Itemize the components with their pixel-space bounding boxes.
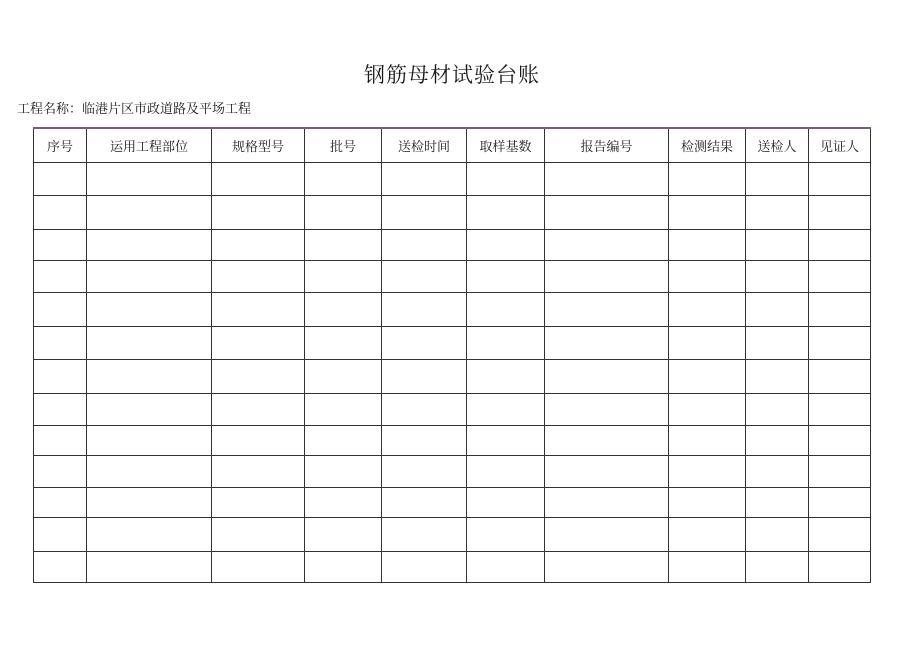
table-cell	[746, 195, 809, 229]
table-cell	[545, 425, 669, 455]
table-cell	[87, 195, 212, 229]
table-cell	[305, 517, 382, 551]
table-cell	[212, 551, 305, 582]
table-cell	[305, 229, 382, 260]
table-cell	[809, 393, 871, 425]
table-cell	[545, 292, 669, 326]
table-cell	[34, 487, 87, 517]
table-cell	[87, 229, 212, 260]
table-cell	[669, 326, 746, 359]
table-cell	[34, 326, 87, 359]
table-cell	[34, 195, 87, 229]
table-cell	[467, 551, 545, 582]
table-row	[34, 229, 871, 260]
table-cell	[34, 517, 87, 551]
header-serial-number: 序号	[34, 128, 87, 162]
table-cell	[382, 195, 467, 229]
document-title: 钢筋母材试验台账	[364, 63, 540, 87]
ledger-header-row	[34, 128, 871, 162]
table-cell	[34, 162, 87, 195]
table-cell	[746, 551, 809, 582]
table-cell	[746, 229, 809, 260]
table-cell	[545, 359, 669, 393]
table-cell	[305, 260, 382, 292]
table-row	[34, 425, 871, 455]
header-submission-time: 送检时间	[382, 128, 467, 162]
table-cell	[669, 425, 746, 455]
table-row	[34, 260, 871, 292]
table-cell	[669, 260, 746, 292]
table-cell	[746, 393, 809, 425]
table-cell	[305, 393, 382, 425]
table-row	[34, 195, 871, 229]
table-cell	[467, 393, 545, 425]
table-cell	[305, 195, 382, 229]
table-cell	[467, 517, 545, 551]
table-cell	[809, 162, 871, 195]
table-cell	[305, 551, 382, 582]
table-cell	[545, 487, 669, 517]
table-cell	[212, 487, 305, 517]
table-cell	[669, 229, 746, 260]
table-cell	[545, 162, 669, 195]
table-cell	[545, 455, 669, 487]
table-cell	[212, 326, 305, 359]
table-cell	[382, 229, 467, 260]
header-batch-number: 批号	[305, 128, 382, 162]
header-report-number: 报告编号	[545, 128, 669, 162]
header-witness: 见证人	[809, 128, 871, 162]
table-cell	[305, 292, 382, 326]
table-cell	[382, 425, 467, 455]
table-cell	[212, 260, 305, 292]
table-cell	[746, 292, 809, 326]
table-cell	[809, 487, 871, 517]
table-cell	[669, 292, 746, 326]
table-cell	[382, 359, 467, 393]
table-cell	[212, 162, 305, 195]
table-cell	[382, 487, 467, 517]
table-cell	[212, 425, 305, 455]
project-name-line	[17, 101, 251, 119]
table-cell	[467, 260, 545, 292]
table-cell	[212, 195, 305, 229]
table-cell	[669, 551, 746, 582]
table-cell	[669, 487, 746, 517]
header-submitter: 送检人	[746, 128, 809, 162]
table-cell	[382, 455, 467, 487]
table-cell	[669, 393, 746, 425]
table-cell	[467, 162, 545, 195]
table-cell	[87, 487, 212, 517]
table-cell	[34, 260, 87, 292]
table-cell	[305, 326, 382, 359]
table-cell	[467, 487, 545, 517]
table-cell	[212, 393, 305, 425]
table-cell	[809, 195, 871, 229]
table-cell	[669, 455, 746, 487]
table-cell	[34, 229, 87, 260]
table-cell	[34, 292, 87, 326]
table-cell	[87, 517, 212, 551]
table-row	[34, 292, 871, 326]
table-cell	[669, 517, 746, 551]
table-cell	[305, 359, 382, 393]
table-cell	[545, 551, 669, 582]
project-name-value: 临港片区市政道路及平场工程	[82, 102, 252, 117]
table-cell	[746, 425, 809, 455]
table-row	[34, 393, 871, 425]
table-cell	[746, 162, 809, 195]
table-cell	[34, 425, 87, 455]
table-cell	[545, 260, 669, 292]
table-cell	[545, 195, 669, 229]
table-cell	[809, 292, 871, 326]
table-row	[34, 487, 871, 517]
table-row	[34, 162, 871, 195]
table-cell	[746, 326, 809, 359]
table-cell	[809, 229, 871, 260]
header-application-location: 运用工程部位	[87, 128, 212, 162]
table-cell	[809, 455, 871, 487]
table-cell	[809, 359, 871, 393]
table-cell	[809, 260, 871, 292]
table-cell	[87, 326, 212, 359]
table-cell	[34, 359, 87, 393]
table-cell	[809, 326, 871, 359]
table-cell	[467, 292, 545, 326]
table-row	[34, 455, 871, 487]
table-cell	[809, 517, 871, 551]
table-cell	[545, 326, 669, 359]
header-specification: 规格型号	[212, 128, 305, 162]
table-cell	[746, 517, 809, 551]
table-cell	[545, 393, 669, 425]
table-cell	[809, 551, 871, 582]
table-cell	[212, 359, 305, 393]
table-cell	[212, 517, 305, 551]
table-cell	[87, 551, 212, 582]
table-cell	[746, 455, 809, 487]
table-cell	[34, 455, 87, 487]
table-cell	[305, 487, 382, 517]
table-cell	[382, 162, 467, 195]
table-cell	[545, 517, 669, 551]
table-cell	[382, 260, 467, 292]
table-cell	[87, 425, 212, 455]
table-row	[34, 359, 871, 393]
ledger-body	[34, 162, 871, 582]
table-row	[34, 326, 871, 359]
table-cell	[545, 229, 669, 260]
table-cell	[87, 292, 212, 326]
table-cell	[87, 162, 212, 195]
table-cell	[34, 551, 87, 582]
table-cell	[669, 359, 746, 393]
project-name-label: 工程名称：	[17, 102, 83, 117]
ledger-table	[33, 127, 871, 583]
table-cell	[669, 162, 746, 195]
table-cell	[382, 393, 467, 425]
table-cell	[746, 260, 809, 292]
table-cell	[87, 393, 212, 425]
table-row	[34, 551, 871, 582]
header-sampling-base: 取样基数	[467, 128, 545, 162]
table-cell	[87, 455, 212, 487]
table-cell	[669, 195, 746, 229]
table-cell	[809, 425, 871, 455]
table-cell	[382, 292, 467, 326]
table-row	[34, 517, 871, 551]
table-cell	[382, 551, 467, 582]
table-cell	[746, 487, 809, 517]
table-cell	[34, 393, 87, 425]
table-cell	[305, 162, 382, 195]
table-cell	[212, 292, 305, 326]
table-cell	[212, 229, 305, 260]
table-cell	[382, 326, 467, 359]
table-cell	[305, 425, 382, 455]
table-cell	[746, 359, 809, 393]
header-test-result: 检测结果	[669, 128, 746, 162]
table-cell	[87, 359, 212, 393]
table-cell	[467, 425, 545, 455]
table-cell	[87, 260, 212, 292]
table-cell	[305, 455, 382, 487]
table-cell	[467, 455, 545, 487]
table-cell	[467, 359, 545, 393]
table-cell	[212, 455, 305, 487]
table-cell	[382, 517, 467, 551]
table-cell	[467, 229, 545, 260]
table-cell	[467, 195, 545, 229]
table-cell	[467, 326, 545, 359]
